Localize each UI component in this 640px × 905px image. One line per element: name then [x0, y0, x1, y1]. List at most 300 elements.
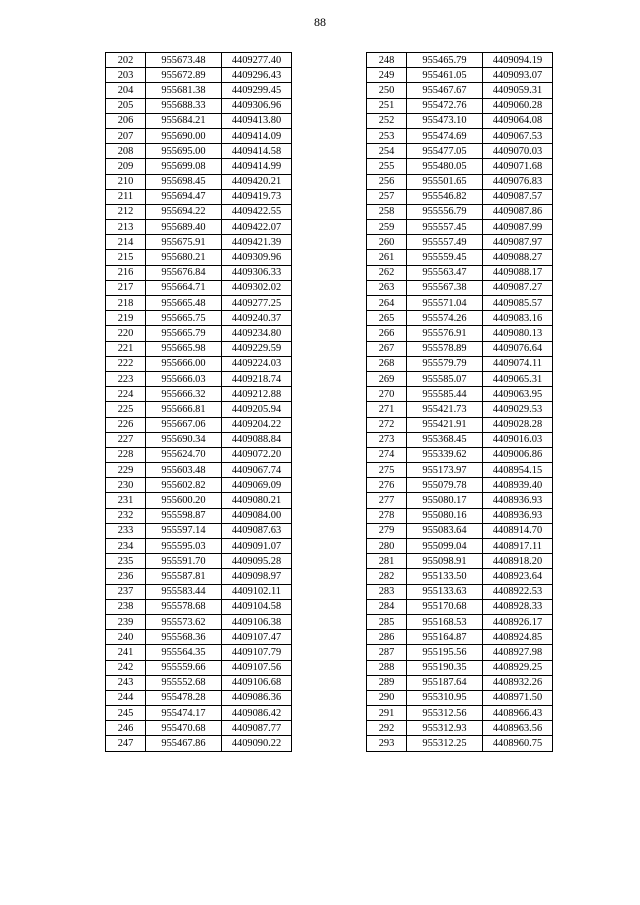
point-number-cell: 225 [106, 402, 146, 417]
y-coordinate-cell: 4409296.43 [222, 68, 292, 83]
x-coordinate-cell: 955173.97 [407, 463, 483, 478]
table-row [106, 599, 292, 614]
point-number-cell: 288 [367, 660, 407, 675]
table-row [367, 463, 553, 478]
table-row [367, 144, 553, 159]
table-row [367, 675, 553, 690]
x-coordinate-cell: 955461.05 [407, 68, 483, 83]
x-coordinate-cell: 955556.79 [407, 204, 483, 219]
y-coordinate-cell: 4409087.63 [222, 523, 292, 538]
point-number-cell: 249 [367, 68, 407, 83]
table-row [106, 341, 292, 356]
x-coordinate-cell: 955478.28 [146, 690, 222, 705]
x-coordinate-cell: 955573.62 [146, 614, 222, 629]
point-number-cell: 241 [106, 645, 146, 660]
x-coordinate-cell: 955665.48 [146, 296, 222, 311]
table-row [106, 523, 292, 538]
point-number-cell: 262 [367, 265, 407, 280]
table-row [106, 539, 292, 554]
x-coordinate-cell: 955477.05 [407, 144, 483, 159]
point-number-cell: 220 [106, 326, 146, 341]
x-coordinate-cell: 955624.70 [146, 447, 222, 462]
coordinates-table-right [366, 52, 553, 752]
x-coordinate-cell: 955578.68 [146, 599, 222, 614]
y-coordinate-cell: 4409102.11 [222, 584, 292, 599]
x-coordinate-cell: 955694.47 [146, 189, 222, 204]
x-coordinate-cell: 955598.87 [146, 508, 222, 523]
x-coordinate-cell: 955698.45 [146, 174, 222, 189]
y-coordinate-cell: 4409080.21 [222, 493, 292, 508]
x-coordinate-cell: 955571.04 [407, 296, 483, 311]
y-coordinate-cell: 4408917.11 [483, 539, 553, 554]
y-coordinate-cell: 4408939.40 [483, 478, 553, 493]
table-row [367, 614, 553, 629]
x-coordinate-cell: 955312.93 [407, 721, 483, 736]
y-coordinate-cell: 4409086.42 [222, 706, 292, 721]
x-coordinate-cell: 955666.00 [146, 356, 222, 371]
table-row [367, 311, 553, 326]
table-row [106, 690, 292, 705]
x-coordinate-cell: 955080.17 [407, 493, 483, 508]
point-number-cell: 231 [106, 493, 146, 508]
x-coordinate-cell: 955689.40 [146, 220, 222, 235]
point-number-cell: 243 [106, 675, 146, 690]
table-row [106, 128, 292, 143]
y-coordinate-cell: 4409414.58 [222, 144, 292, 159]
y-coordinate-cell: 4409224.03 [222, 356, 292, 371]
table-row [367, 660, 553, 675]
y-coordinate-cell: 4409088.84 [222, 432, 292, 447]
table-row [367, 296, 553, 311]
table-row [367, 265, 553, 280]
x-coordinate-cell: 955472.76 [407, 98, 483, 113]
x-coordinate-cell: 955665.75 [146, 311, 222, 326]
x-coordinate-cell: 955699.08 [146, 159, 222, 174]
y-coordinate-cell: 4409090.22 [222, 736, 292, 751]
table-row [106, 144, 292, 159]
table-row [367, 478, 553, 493]
x-coordinate-cell: 955595.03 [146, 539, 222, 554]
point-number-cell: 269 [367, 371, 407, 386]
point-number-cell: 286 [367, 630, 407, 645]
y-coordinate-cell: 4408918.20 [483, 554, 553, 569]
x-coordinate-cell: 955470.68 [146, 721, 222, 736]
point-number-cell: 253 [367, 128, 407, 143]
point-number-cell: 242 [106, 660, 146, 675]
point-number-cell: 284 [367, 599, 407, 614]
table-row [367, 554, 553, 569]
table-row [106, 432, 292, 447]
point-number-cell: 287 [367, 645, 407, 660]
table-row [367, 371, 553, 386]
x-coordinate-cell: 955574.26 [407, 311, 483, 326]
y-coordinate-cell: 4409065.31 [483, 371, 553, 386]
y-coordinate-cell: 4409063.95 [483, 387, 553, 402]
point-number-cell: 263 [367, 280, 407, 295]
table-row [106, 83, 292, 98]
x-coordinate-cell: 955587.81 [146, 569, 222, 584]
x-coordinate-cell: 955339.62 [407, 447, 483, 462]
y-coordinate-cell: 4409277.25 [222, 296, 292, 311]
point-number-cell: 292 [367, 721, 407, 736]
x-coordinate-cell: 955583.44 [146, 584, 222, 599]
y-coordinate-cell: 4409309.96 [222, 250, 292, 265]
point-number-cell: 244 [106, 690, 146, 705]
y-coordinate-cell: 4409016.03 [483, 432, 553, 447]
x-coordinate-cell: 955368.45 [407, 432, 483, 447]
table-row [106, 675, 292, 690]
y-coordinate-cell: 4408924.85 [483, 630, 553, 645]
x-coordinate-cell: 955602.82 [146, 478, 222, 493]
table-body [106, 53, 292, 752]
point-number-cell: 273 [367, 432, 407, 447]
point-number-cell: 230 [106, 478, 146, 493]
point-number-cell: 235 [106, 554, 146, 569]
point-number-cell: 202 [106, 53, 146, 68]
point-number-cell: 250 [367, 83, 407, 98]
table-row [106, 614, 292, 629]
x-coordinate-cell: 955673.48 [146, 53, 222, 68]
point-number-cell: 290 [367, 690, 407, 705]
table-row [367, 493, 553, 508]
table-row [367, 584, 553, 599]
table-row [106, 706, 292, 721]
table-row [367, 387, 553, 402]
point-number-cell: 274 [367, 447, 407, 462]
y-coordinate-cell: 4408960.75 [483, 736, 553, 751]
point-number-cell: 279 [367, 523, 407, 538]
x-coordinate-cell: 955133.50 [407, 569, 483, 584]
y-coordinate-cell: 4409064.08 [483, 113, 553, 128]
table-body [367, 53, 553, 752]
table-row [106, 402, 292, 417]
point-number-cell: 277 [367, 493, 407, 508]
table-row [367, 174, 553, 189]
point-number-cell: 293 [367, 736, 407, 751]
point-number-cell: 258 [367, 204, 407, 219]
point-number-cell: 211 [106, 189, 146, 204]
table-row [106, 174, 292, 189]
y-coordinate-cell: 4409091.07 [222, 539, 292, 554]
x-coordinate-cell: 955576.91 [407, 326, 483, 341]
table-row [106, 630, 292, 645]
table-row [367, 523, 553, 538]
y-coordinate-cell: 4409094.19 [483, 53, 553, 68]
point-number-cell: 207 [106, 128, 146, 143]
x-coordinate-cell: 955684.21 [146, 113, 222, 128]
y-coordinate-cell: 4409059.31 [483, 83, 553, 98]
x-coordinate-cell: 955465.79 [407, 53, 483, 68]
table-row [367, 690, 553, 705]
table-row [367, 402, 553, 417]
point-number-cell: 259 [367, 220, 407, 235]
table-row [106, 387, 292, 402]
point-number-cell: 268 [367, 356, 407, 371]
point-number-cell: 212 [106, 204, 146, 219]
y-coordinate-cell: 4409419.73 [222, 189, 292, 204]
x-coordinate-cell: 955563.47 [407, 265, 483, 280]
point-number-cell: 224 [106, 387, 146, 402]
x-coordinate-cell: 955591.70 [146, 554, 222, 569]
y-coordinate-cell: 4408936.93 [483, 508, 553, 523]
point-number-cell: 248 [367, 53, 407, 68]
table-row [367, 204, 553, 219]
table-row [106, 296, 292, 311]
table-row [367, 599, 553, 614]
point-number-cell: 285 [367, 614, 407, 629]
point-number-cell: 278 [367, 508, 407, 523]
table-row [106, 159, 292, 174]
x-coordinate-cell: 955690.00 [146, 128, 222, 143]
y-coordinate-cell: 4409076.64 [483, 341, 553, 356]
point-number-cell: 260 [367, 235, 407, 250]
y-coordinate-cell: 4408914.70 [483, 523, 553, 538]
y-coordinate-cell: 4409218.74 [222, 371, 292, 386]
x-coordinate-cell: 955681.38 [146, 83, 222, 98]
y-coordinate-cell: 4409087.99 [483, 220, 553, 235]
x-coordinate-cell: 955083.64 [407, 523, 483, 538]
x-coordinate-cell: 955164.87 [407, 630, 483, 645]
y-coordinate-cell: 4409240.37 [222, 311, 292, 326]
x-coordinate-cell: 955480.05 [407, 159, 483, 174]
x-coordinate-cell: 955666.32 [146, 387, 222, 402]
table-row [367, 220, 553, 235]
table-row [367, 417, 553, 432]
x-coordinate-cell: 955676.84 [146, 265, 222, 280]
y-coordinate-cell: 4409085.57 [483, 296, 553, 311]
point-number-cell: 228 [106, 447, 146, 462]
y-coordinate-cell: 4409306.96 [222, 98, 292, 113]
point-number-cell: 210 [106, 174, 146, 189]
table-row [367, 569, 553, 584]
table-row [367, 83, 553, 98]
y-coordinate-cell: 4409107.56 [222, 660, 292, 675]
y-coordinate-cell: 4409080.13 [483, 326, 553, 341]
table-row [106, 98, 292, 113]
point-number-cell: 203 [106, 68, 146, 83]
y-coordinate-cell: 4409083.16 [483, 311, 553, 326]
y-coordinate-cell: 4409107.79 [222, 645, 292, 660]
point-number-cell: 208 [106, 144, 146, 159]
point-number-cell: 227 [106, 432, 146, 447]
y-coordinate-cell: 4409076.83 [483, 174, 553, 189]
y-coordinate-cell: 4409414.99 [222, 159, 292, 174]
x-coordinate-cell: 955665.79 [146, 326, 222, 341]
table-row [106, 326, 292, 341]
point-number-cell: 270 [367, 387, 407, 402]
table-row [106, 584, 292, 599]
y-coordinate-cell: 4408963.56 [483, 721, 553, 736]
point-number-cell: 213 [106, 220, 146, 235]
point-number-cell: 219 [106, 311, 146, 326]
x-coordinate-cell: 955557.45 [407, 220, 483, 235]
x-coordinate-cell: 955467.86 [146, 736, 222, 751]
point-number-cell: 264 [367, 296, 407, 311]
x-coordinate-cell: 955474.17 [146, 706, 222, 721]
point-number-cell: 238 [106, 599, 146, 614]
point-number-cell: 246 [106, 721, 146, 736]
y-coordinate-cell: 4409205.94 [222, 402, 292, 417]
point-number-cell: 281 [367, 554, 407, 569]
table-row [367, 98, 553, 113]
y-coordinate-cell: 4409302.02 [222, 280, 292, 295]
y-coordinate-cell: 4409104.58 [222, 599, 292, 614]
table-row [367, 447, 553, 462]
x-coordinate-cell: 955557.49 [407, 235, 483, 250]
y-coordinate-cell: 4409087.77 [222, 721, 292, 736]
table-row [367, 159, 553, 174]
y-coordinate-cell: 4409306.33 [222, 265, 292, 280]
x-coordinate-cell: 955467.67 [407, 83, 483, 98]
y-coordinate-cell: 4409028.28 [483, 417, 553, 432]
x-coordinate-cell: 955666.03 [146, 371, 222, 386]
x-coordinate-cell: 955474.69 [407, 128, 483, 143]
table-row [106, 311, 292, 326]
x-coordinate-cell: 955690.34 [146, 432, 222, 447]
table-row [367, 128, 553, 143]
x-coordinate-cell: 955310.95 [407, 690, 483, 705]
x-coordinate-cell: 955099.04 [407, 539, 483, 554]
table-row [106, 463, 292, 478]
y-coordinate-cell: 4409029.53 [483, 402, 553, 417]
y-coordinate-cell: 4409095.28 [222, 554, 292, 569]
table-row [367, 235, 553, 250]
y-coordinate-cell: 4409087.27 [483, 280, 553, 295]
x-coordinate-cell: 955672.89 [146, 68, 222, 83]
table-row [106, 721, 292, 736]
y-coordinate-cell: 4409413.80 [222, 113, 292, 128]
y-coordinate-cell: 4408928.33 [483, 599, 553, 614]
point-number-cell: 251 [367, 98, 407, 113]
x-coordinate-cell: 955578.89 [407, 341, 483, 356]
table-row [367, 53, 553, 68]
x-coordinate-cell: 955190.35 [407, 660, 483, 675]
point-number-cell: 282 [367, 569, 407, 584]
point-number-cell: 272 [367, 417, 407, 432]
table-row [106, 265, 292, 280]
point-number-cell: 257 [367, 189, 407, 204]
point-number-cell: 291 [367, 706, 407, 721]
x-coordinate-cell: 955421.73 [407, 402, 483, 417]
x-coordinate-cell: 955564.35 [146, 645, 222, 660]
y-coordinate-cell: 4409212.88 [222, 387, 292, 402]
y-coordinate-cell: 4409414.09 [222, 128, 292, 143]
table-row [367, 706, 553, 721]
point-number-cell: 214 [106, 235, 146, 250]
y-coordinate-cell: 4409106.38 [222, 614, 292, 629]
y-coordinate-cell: 4409060.28 [483, 98, 553, 113]
x-coordinate-cell: 955695.00 [146, 144, 222, 159]
y-coordinate-cell: 4408926.17 [483, 614, 553, 629]
x-coordinate-cell: 955665.98 [146, 341, 222, 356]
coordinates-table-left [105, 52, 292, 752]
y-coordinate-cell: 4409098.97 [222, 569, 292, 584]
point-number-cell: 255 [367, 159, 407, 174]
y-coordinate-cell: 4408927.98 [483, 645, 553, 660]
x-coordinate-cell: 955501.65 [407, 174, 483, 189]
x-coordinate-cell: 955694.22 [146, 204, 222, 219]
point-number-cell: 236 [106, 569, 146, 584]
x-coordinate-cell: 955568.36 [146, 630, 222, 645]
y-coordinate-cell: 4409088.17 [483, 265, 553, 280]
y-coordinate-cell: 4408954.15 [483, 463, 553, 478]
point-number-cell: 289 [367, 675, 407, 690]
y-coordinate-cell: 4409229.59 [222, 341, 292, 356]
point-number-cell: 267 [367, 341, 407, 356]
x-coordinate-cell: 955666.81 [146, 402, 222, 417]
table-row [367, 113, 553, 128]
point-number-cell: 256 [367, 174, 407, 189]
page-number: 88 [314, 15, 326, 29]
y-coordinate-cell: 4409071.68 [483, 159, 553, 174]
x-coordinate-cell: 955559.45 [407, 250, 483, 265]
table-row [106, 235, 292, 250]
table-row [367, 341, 553, 356]
point-number-cell: 223 [106, 371, 146, 386]
x-coordinate-cell: 955585.44 [407, 387, 483, 402]
x-coordinate-cell: 955421.91 [407, 417, 483, 432]
y-coordinate-cell: 4409299.45 [222, 83, 292, 98]
y-coordinate-cell: 4409067.74 [222, 463, 292, 478]
table-row [367, 508, 553, 523]
table-row [367, 736, 553, 751]
table-row [106, 569, 292, 584]
table-row [367, 68, 553, 83]
x-coordinate-cell: 955473.10 [407, 113, 483, 128]
point-number-cell: 280 [367, 539, 407, 554]
table-row [367, 432, 553, 447]
point-number-cell: 266 [367, 326, 407, 341]
y-coordinate-cell: 4409087.57 [483, 189, 553, 204]
y-coordinate-cell: 4409074.11 [483, 356, 553, 371]
point-number-cell: 233 [106, 523, 146, 538]
point-number-cell: 276 [367, 478, 407, 493]
y-coordinate-cell: 4408971.50 [483, 690, 553, 705]
table-row [106, 554, 292, 569]
point-number-cell: 222 [106, 356, 146, 371]
x-coordinate-cell: 955187.64 [407, 675, 483, 690]
x-coordinate-cell: 955098.91 [407, 554, 483, 569]
x-coordinate-cell: 955312.25 [407, 736, 483, 751]
point-number-cell: 226 [106, 417, 146, 432]
x-coordinate-cell: 955079.78 [407, 478, 483, 493]
table-row [367, 326, 553, 341]
point-number-cell: 215 [106, 250, 146, 265]
point-number-cell: 218 [106, 296, 146, 311]
y-coordinate-cell: 4409204.22 [222, 417, 292, 432]
y-coordinate-cell: 4409277.40 [222, 53, 292, 68]
table-row [367, 189, 553, 204]
table-row [367, 645, 553, 660]
x-coordinate-cell: 955559.66 [146, 660, 222, 675]
table-row [367, 721, 553, 736]
table-row [367, 630, 553, 645]
table-row [106, 204, 292, 219]
y-coordinate-cell: 4408932.26 [483, 675, 553, 690]
y-coordinate-cell: 4409006.86 [483, 447, 553, 462]
table-row [106, 250, 292, 265]
point-number-cell: 232 [106, 508, 146, 523]
point-number-cell: 271 [367, 402, 407, 417]
table-row [106, 280, 292, 295]
y-coordinate-cell: 4408929.25 [483, 660, 553, 675]
point-number-cell: 283 [367, 584, 407, 599]
point-number-cell: 275 [367, 463, 407, 478]
y-coordinate-cell: 4409084.00 [222, 508, 292, 523]
point-number-cell: 245 [106, 706, 146, 721]
point-number-cell: 254 [367, 144, 407, 159]
point-number-cell: 221 [106, 341, 146, 356]
